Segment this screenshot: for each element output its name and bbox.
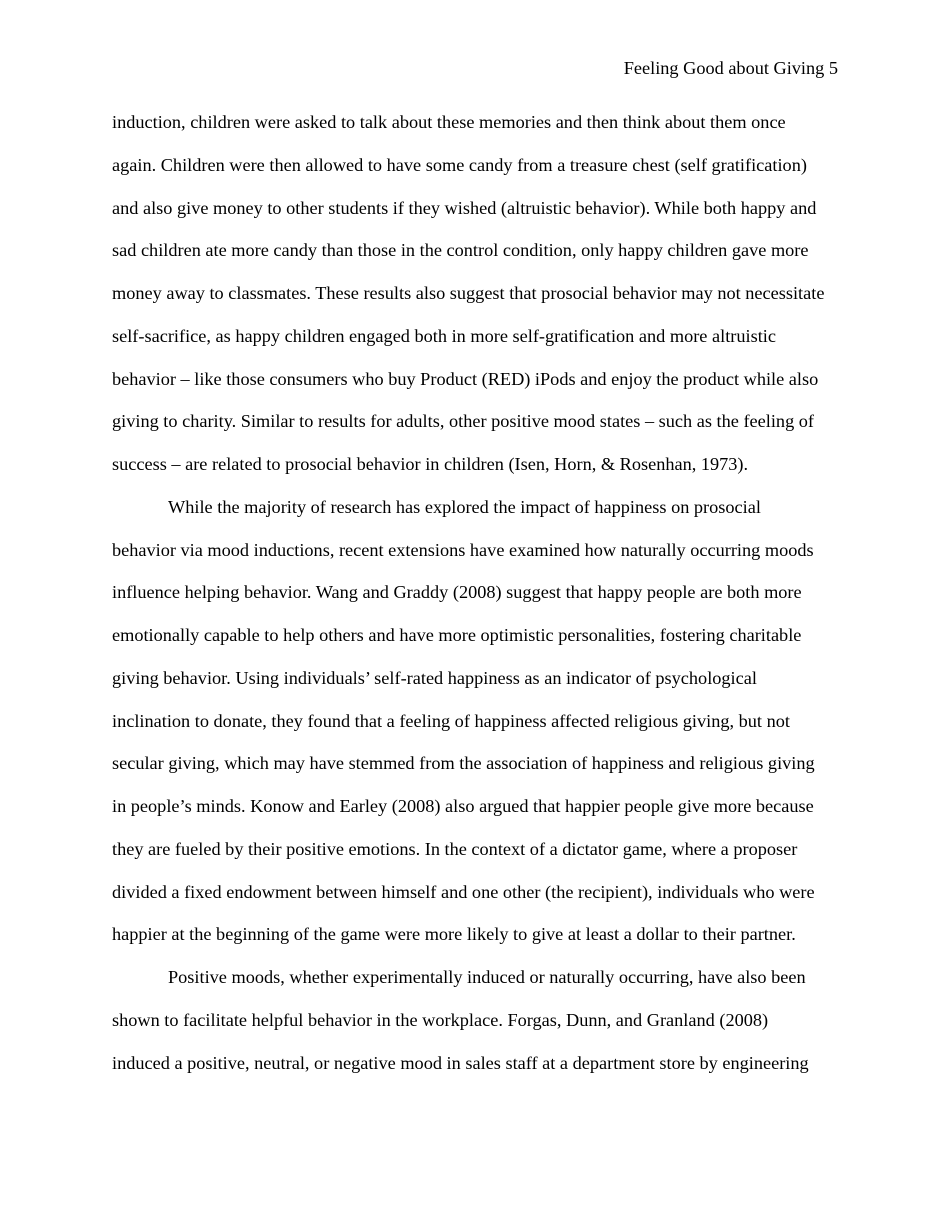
text-line: inclination to donate, they found that a feeling of happiness affected religious giving, but not [112,710,790,731]
running-head: Feeling Good about Giving 5 [623,58,838,78]
text-line: secular giving, which may have stemmed from the association of happiness and religious giving [112,753,815,774]
text-line-indented: Positive moods, whether experimentally induced or naturally occurring, have also been [168,967,806,987]
text-line: behavior – like those consumers who buy Product (RED) iPods and enjoy the product while also [112,368,819,389]
text-line: in people’s minds. Konow and Earley (2008) also argued that happier people give more because [112,796,814,816]
text-line: giving to charity. Similar to results for adults, other positive mood states – such as the feeling of [112,411,815,432]
text-line: shown to facilitate helpful behavior in the workplace. Forgas, Dunn, and Granland (2008) [112,1009,769,1030]
text-line: divided a fixed endowment between himself and one other (the recipient), individuals who were [112,881,815,902]
text-line: money away to classmates. These results also suggest that prosocial behavior may not necessitate [112,283,825,303]
paragraph-2 [112,486,839,956]
paragraph-1 [112,101,839,486]
text-line: self-sacrifice, as happy children engaged both in more self-gratification and more altruistic [112,325,776,346]
text-line: and also give money to other students if they wished (altruistic behavior). While both happy and [112,197,817,218]
text-line: emotionally capable to help others and have more optimistic personalities, fostering charitable [112,625,802,645]
text-line: sad children ate more candy than those in the control condition, only happy children gave more [112,240,809,261]
text-line: giving behavior. Using individuals’ self-rated happiness as an indicator of psychological [112,667,757,688]
text-line: success – are related to prosocial behavior in children (Isen, Horn, & Rosenhan, 1973). [112,454,749,474]
text-line-indented: While the majority of research has explored the impact of happiness on prosocial [168,496,761,517]
text-line: induction, children were asked to talk about these memories and then think about them once [112,112,786,132]
text-line: again. Children were then allowed to have some candy from a treasure chest (self gratification) [112,154,807,175]
text-line: influence helping behavior. Wang and Graddy (2008) suggest that happy people are both more [112,582,802,603]
text-line: induced a positive, neutral, or negative mood in sales staff at a department store by engineering [112,1052,809,1073]
paragraph-3 [112,956,839,1084]
text-line: they are fueled by their positive emotions. In the context of a dictator game, where a proposer [112,838,798,859]
body-text [112,101,839,1084]
text-line: happier at the beginning of the game were more likely to give at least a dollar to their partner. [112,924,796,945]
text-line: behavior via mood inductions, recent extensions have examined how naturally occurring moods [112,539,814,560]
